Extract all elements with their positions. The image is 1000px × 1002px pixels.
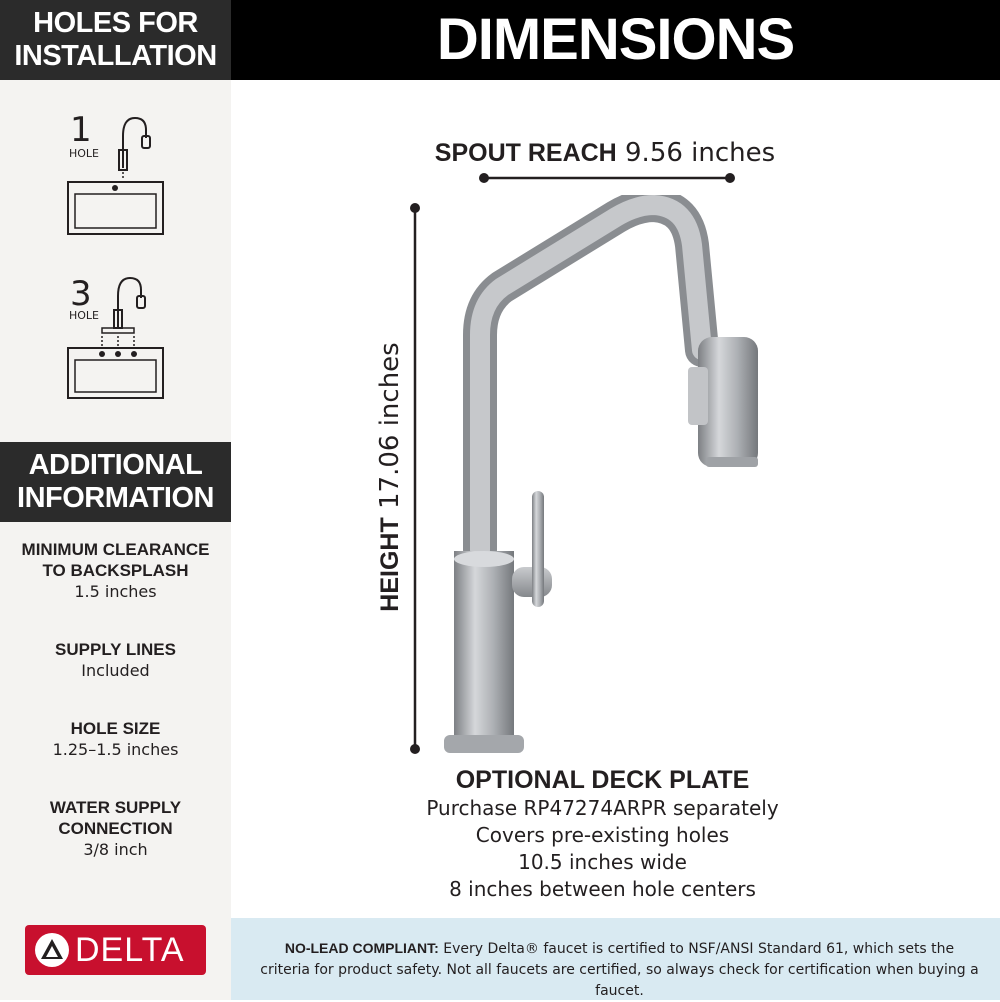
additional-header-line2: INFORMATION <box>17 482 214 514</box>
faucet-product-image <box>440 195 770 760</box>
info-water-supply <box>0 797 231 860</box>
info-value: 1.5 inches <box>74 582 157 601</box>
delta-logo <box>25 925 206 975</box>
deck-plate-line: 10.5 inches wide <box>518 850 687 874</box>
spout-reach-line <box>470 168 742 188</box>
height-title: HEIGHT <box>376 517 404 612</box>
height-label <box>373 297 407 657</box>
no-lead-notice <box>231 918 1000 1000</box>
additional-header <box>0 442 231 522</box>
deck-plate-info <box>380 765 825 903</box>
info-title: WATER SUPPLY <box>49 798 182 817</box>
deck-plate-title: OPTIONAL DECK PLATE <box>455 766 750 794</box>
holes-header-line1: HOLES FOR <box>33 7 198 39</box>
faucet-1-hole-icon <box>60 108 170 248</box>
spout-reach-label <box>400 138 810 168</box>
hole-count-1: 1 <box>70 110 92 150</box>
deck-plate-line: 8 inches between hole centers <box>449 877 756 901</box>
page-title: DIMENSIONS <box>231 0 1000 80</box>
info-value: 1.25–1.5 inches <box>52 740 179 759</box>
info-title: TO BACKSPLASH <box>42 561 189 580</box>
spout-reach-value: 9.56 inches <box>625 138 776 168</box>
info-title: HOLE SIZE <box>70 719 161 738</box>
info-title: CONNECTION <box>58 819 173 838</box>
delta-logo-icon <box>35 933 69 967</box>
info-title: SUPPLY LINES <box>55 640 176 659</box>
height-value: 17.06 inches <box>375 342 405 509</box>
info-clearance <box>0 539 231 602</box>
notice-text: Every Delta® faucet is certified to NSF/ANSI Standard 61, which sets the criteria for product safety. Not all faucets are certified, so always check for certification when buying a faucet. <box>260 941 979 999</box>
deck-plate-line: Covers pre-existing holes <box>475 823 730 847</box>
deck-plate-line: Purchase RP47274ARPR separately <box>426 796 779 820</box>
hole-label-3: HOLE <box>69 309 100 322</box>
info-value: 3/8 inch <box>83 840 148 859</box>
hole-count-3: 3 <box>70 274 92 314</box>
spout-reach-title: SPOUT REACH <box>434 139 617 167</box>
holes-header-line2: INSTALLATION <box>14 40 217 72</box>
holes-header <box>0 0 231 80</box>
brand-name: DELTA <box>75 930 185 969</box>
info-hole-size <box>0 718 231 760</box>
faucet-3-hole-icon <box>60 272 170 412</box>
hole-label-1: HOLE <box>69 147 100 160</box>
additional-header-line1: ADDITIONAL <box>28 449 203 481</box>
notice-label: NO-LEAD COMPLIANT: <box>284 940 439 956</box>
info-title: MINIMUM CLEARANCE <box>21 540 210 559</box>
info-value: Included <box>81 661 150 680</box>
info-supply-lines <box>0 639 231 681</box>
